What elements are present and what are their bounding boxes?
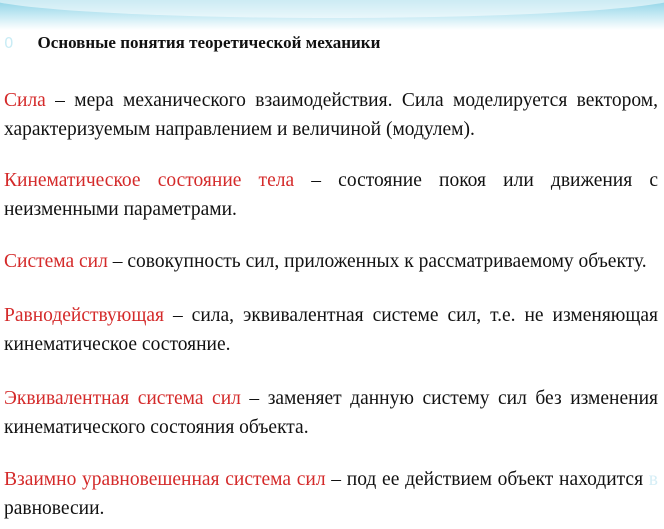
definition-text: – сила, эквивалентная системе сил, т.е. не изменяющая кинематическое состояние. <box>4 305 658 355</box>
definition-text: – заменяет данную систему сил без изменения кинематического состояния объекта. <box>4 388 658 438</box>
definition-kinematic-state <box>4 166 658 224</box>
definition-text-end: равновесии. <box>4 498 105 519</box>
definition-equivalent-system <box>4 384 658 442</box>
term-kinematic-state: Кинематическое состояние тела <box>4 170 295 191</box>
title-text: Основные понятия теоретической механики <box>37 33 381 52</box>
definition-force-system <box>4 247 658 276</box>
header-decoration <box>0 0 664 30</box>
faded-word: в <box>648 469 658 490</box>
definition-force <box>4 86 658 144</box>
term-balanced-system: Взаимно уравновешенная система сил <box>4 469 326 490</box>
term-resultant: Равнодействующая <box>4 305 165 326</box>
term-force: Сила <box>4 90 46 111</box>
term-force-system: Система сил <box>4 251 108 272</box>
definition-text: – состояние покоя или движения с неизменными параметрами. <box>4 170 658 220</box>
definition-text: – под ее действием объект находится <box>325 469 649 490</box>
term-equivalent-system: Эквивалентная система сил <box>4 388 241 409</box>
title-bullet: 0 <box>4 34 14 52</box>
definition-text: – совокупность сил, приложенных к рассматриваемому объекту. <box>107 251 647 272</box>
definition-resultant <box>4 301 658 359</box>
definition-text: – мера механического взаимодействия. Сила моделируется вектором, характеризуемым направлением и величиной (модулем). <box>4 90 658 140</box>
page-title <box>4 33 654 53</box>
definition-balanced-system <box>4 465 658 523</box>
